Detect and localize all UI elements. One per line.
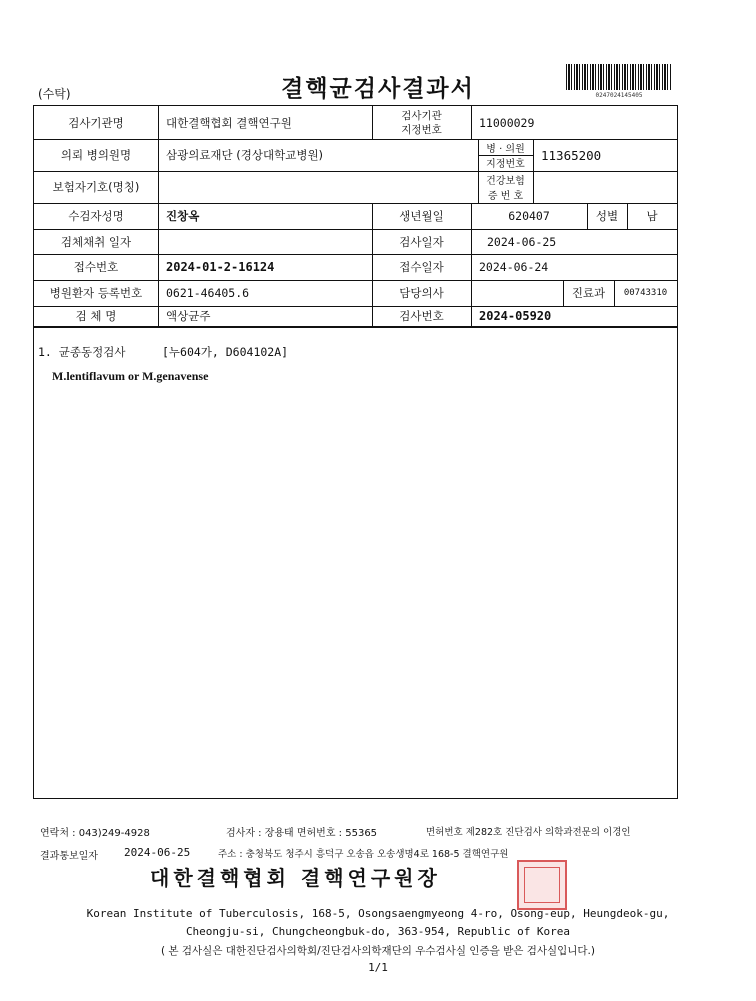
notice-date: 2024-06-25 <box>124 846 191 859</box>
doctor-value <box>471 280 563 306</box>
receipt-no-value: 2024-01-2-16124 <box>166 260 275 274</box>
collect-date-label: 검체채취 일자 <box>60 234 132 249</box>
official-seal <box>517 860 567 910</box>
notice-date-label: 결과통보일자 <box>40 851 98 862</box>
organization-name: 대한결핵협회 결핵연구원장 <box>150 866 441 890</box>
hospital-code-label: 지정번호 <box>486 159 525 170</box>
registration-no-label: 병원환자 등록번호 <box>49 286 143 300</box>
collect-date-value <box>158 229 372 254</box>
insurance-cert-value <box>533 171 673 203</box>
insurance-cert-label: 증 번 호 <box>487 191 524 202</box>
page-number: 1/1 <box>368 961 388 974</box>
hospital-code-label: 병 · 의원 <box>486 144 525 155</box>
doctor-signature: 면허번호 제282호 진단검사 의학과전문의 이경인 <box>426 827 631 838</box>
insurer-label: 보험자기호(명칭) <box>52 180 140 194</box>
result-finding: M.lentiflavum or M.genavense <box>52 369 209 383</box>
receipt-date-label: 접수일자 <box>399 260 444 274</box>
subtitle: (수탁) <box>38 87 71 101</box>
test-org-value: 대한결핵협회 결핵연구원 <box>166 115 292 130</box>
birth-value: 620407 <box>508 209 550 223</box>
test-org-code-label: 검사기관 <box>401 109 442 122</box>
specimen-label: 검 체 명 <box>75 309 117 323</box>
test-org-code-label: 지정번호 <box>401 124 442 136</box>
address-en-line1: Korean Institute of Tuberculosis, 168-5, Osongsaengmyeong 4-ro, Osong-eup, Heungdeok-gu, <box>86 907 670 920</box>
department-value: 00743310 <box>623 288 668 298</box>
patient-label: 수검자성명 <box>68 209 124 223</box>
sex-value: 남 <box>646 209 658 223</box>
barcode <box>566 64 672 90</box>
registration-no-value: 0621-46405.6 <box>166 286 250 300</box>
receipt-no-label: 접수번호 <box>73 260 119 274</box>
test-no-value: 2024-05920 <box>479 309 552 323</box>
test-org-label: 검사기관명 <box>68 115 124 130</box>
result-item: 1. 균종동정검사 <box>38 345 126 359</box>
address-en-line2: Cheongju-si, Chungcheongbuk-do, 363-954, Republic of Korea <box>185 925 571 938</box>
birth-label: 생년월일 <box>399 209 444 223</box>
address-kr: 주소 : 충청북도 청주시 흥덕구 오송읍 오송생명4로 168-5 결핵연구원 <box>218 849 509 860</box>
result-code: [누604가, D604102A] <box>162 345 289 359</box>
test-no-label: 검사번호 <box>399 309 444 323</box>
doctor-label: 담당의사 <box>399 286 444 300</box>
test-org-code-value: 11000029 <box>479 115 535 130</box>
receipt-date-value: 2024-06-24 <box>479 260 549 274</box>
test-date-value: 2024-06-25 <box>487 234 557 249</box>
specimen-value: 액상균주 <box>166 309 211 323</box>
examiner: 검사자 : 장용태 면허번호 : 55365 <box>226 828 378 839</box>
department-label: 진료과 <box>571 286 606 300</box>
sex-label: 성별 <box>595 209 619 223</box>
hospital-label: 의뢰 병의원명 <box>60 148 132 162</box>
result-box <box>33 327 678 799</box>
barcode-number: 0247024145405 <box>595 92 643 99</box>
hospital-code-value: 11365200 <box>541 147 602 163</box>
certification-note: ( 본 검사실은 대한진단검사의학회/진단검사의학재단의 우수검사실 인증을 받은 검사실입니다.) <box>160 945 595 957</box>
test-date-label: 검사일자 <box>399 234 444 249</box>
hospital-value: 삼광의료재단 (경상대학교병원) <box>166 148 324 162</box>
patient-value: 진창옥 <box>166 209 200 223</box>
insurer-value <box>158 171 478 203</box>
info-form <box>33 105 678 327</box>
insurance-cert-label: 건강보험 <box>486 176 525 187</box>
contact: 연락처 : 043)249-4928 <box>40 828 150 839</box>
document-title: 결핵균검사결과서 <box>281 76 475 102</box>
